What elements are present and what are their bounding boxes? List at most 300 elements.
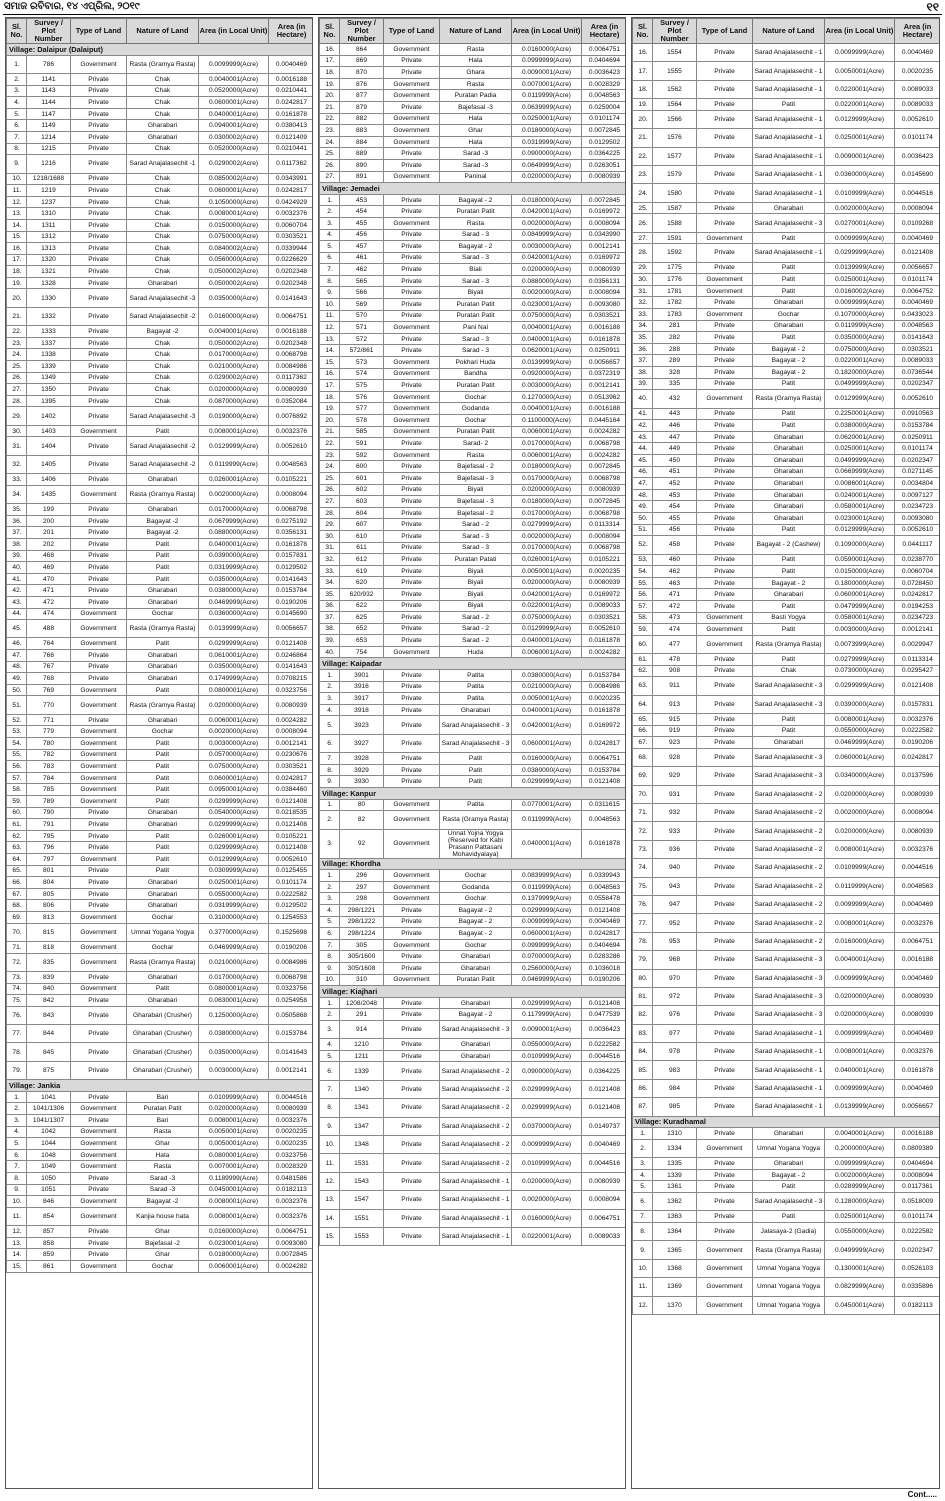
cell-sl-no: 56. [633,589,653,601]
cell-sl-no: 3. [633,1158,653,1170]
cell-area-hectare: 0.0080939 [269,1103,314,1115]
cell-land-type: Private [697,44,753,62]
cell-area-local: 0.0299999(Acre) [512,776,582,788]
cell-area-local: 0.0150000(Acre) [825,566,895,578]
cell-land-type: Private [697,320,753,332]
cell-sl-no: 18. [320,67,340,79]
table-row [7,326,314,338]
cell-plot-number: 1341 [340,1099,384,1117]
cell-sl-no: 50. [7,684,27,696]
cell-area-local: 0.0849999(Acre) [512,229,582,241]
table-row [7,208,314,220]
cell-plot-number: 943 [653,877,697,895]
cell-area-local: 0.0420001(Acre) [512,252,582,264]
cell-sl-no: 15. [7,1260,27,1272]
cell-land-type: Private [697,785,753,803]
table-row [320,951,627,963]
cell-land-type: Private [71,661,127,673]
cell-sl-no: 27. [633,232,653,244]
cell-area-hectare: 0.0121408 [582,997,627,1009]
cell-area-hectare: 0.0084986 [269,361,314,373]
cell-land-nature: Sarad Anajalasechit - 3 [753,969,825,987]
cell-plot-number: 846 [27,1196,71,1208]
table-row [633,914,941,932]
cell-area-local: 0.0499999(Acre) [825,378,895,390]
table-row [7,361,314,373]
cell-area-hectare: 0.0048563 [582,811,627,829]
cell-sl-no: 26. [320,159,340,171]
cell-area-hectare: 0.0105221 [269,830,314,842]
cell-sl-no: 60. [633,635,653,653]
cell-area-hectare: 0.0064751 [269,307,314,325]
cell-area-local: 0.0030000(Acre) [512,380,582,392]
cell-sl-no: 1. [7,55,27,73]
cell-land-type: Private [697,1211,753,1223]
cell-area-local: 0.0099999(Acre) [825,232,895,244]
cell-land-nature: Sarad Anajalasechit - 1 [440,1191,512,1209]
cell-area-hectare: 0.0080939 [895,785,941,803]
cell-land-type: Private [384,764,440,776]
cell-area-local: 0.0230001(Acre) [199,1237,269,1249]
cell-plot-number: 298/1222 [340,916,384,928]
cell-sl-no: 68. [7,900,27,912]
cell-plot-number: 1049 [27,1161,71,1173]
cell-sl-no: 77. [7,1025,27,1043]
cell-land-type: Private [384,635,440,647]
cell-plot-number: 1141 [27,73,71,85]
cell-land-type: Private [71,971,127,983]
table-row [320,1117,627,1135]
cell-area-hectare: 0.0052610 [895,524,941,536]
cell-land-type: Government [71,55,127,73]
cell-area-hectare: 0.0012141 [895,624,941,636]
cell-sl-no: 12. [7,1226,27,1238]
cell-plot-number: 968 [653,951,697,969]
cell-sl-no: 32. [7,455,27,473]
cell-land-nature: Bagayat - 2 [753,355,825,367]
cell-sl-no: 49. [7,673,27,685]
cell-land-nature: Unnat Yojna Yogya (Reserved for Kabi Prasann Pattasani Mohavidyalaya) [440,829,512,858]
cell-land-nature: Sarad Anajalasechit - 2 [440,1062,512,1080]
cell-land-nature: Patit [753,725,825,737]
cell-plot-number: 282 [653,332,697,344]
cell-area-hectare: 0.0093080 [895,512,941,524]
table-row [633,1043,941,1061]
cell-area-local: 0.0900000(Acre) [512,148,582,160]
cell-sl-no: 1. [320,670,340,682]
cell-area-local: 0.0800001(Acre) [199,1149,269,1161]
cell-area-local: 0.0620001(Acre) [512,345,582,357]
cell-sl-no: 2. [320,1009,340,1021]
cell-land-type: Private [697,1181,753,1193]
cell-land-type: Private [697,895,753,913]
cell-land-nature: Patit [127,830,199,842]
cell-land-type: Government [71,911,127,923]
cell-sl-no: 4. [320,904,340,916]
cell-plot-number: 783 [27,761,71,773]
cell-land-type: Private [71,1061,127,1079]
cell-land-type: Private [697,443,753,455]
cell-land-type: Government [384,357,440,369]
cell-sl-no: 9. [7,1184,27,1196]
cell-plot-number: 976 [653,1006,697,1024]
table-row [320,1136,627,1154]
cell-sl-no: 18. [320,391,340,403]
cell-land-nature: Patit [127,983,199,995]
cell-sl-no: 12. [320,1172,340,1190]
cell-sl-no: 10. [320,974,340,986]
cell-land-nature: Gharabari [440,1050,512,1062]
cell-area-local: 0.0073999(Acre) [825,635,895,653]
cell-land-type: Private [71,888,127,900]
table-row [633,232,941,244]
cell-land-type: Private [697,1193,753,1211]
table-row [7,1237,314,1249]
cell-area-local: 0.0020000(Acre) [825,804,895,822]
table-row [633,1169,941,1181]
cell-land-type: Private [71,538,127,550]
cell-land-type: Private [384,542,440,554]
cell-sl-no: 5. [7,1138,27,1150]
table-row [633,737,941,749]
cell-area-local: 0.0770001(Acre) [512,799,582,811]
cell-sl-no: 69. [633,767,653,785]
cell-area-hectare: 0.0064751 [895,932,941,950]
cell-land-nature: Hata [127,1149,199,1161]
table-row [320,148,627,160]
cell-plot-number: 600 [340,461,384,473]
cell-land-type: Private [384,716,440,734]
cell-sl-no: 70. [7,923,27,941]
table-row [633,454,941,466]
cell-area-hectare: 0.0141643 [895,332,941,344]
cell-land-type: Private [697,1098,753,1116]
table-row [633,612,941,624]
cell-land-type: Government [384,870,440,882]
cell-land-type: Private [71,504,127,516]
table-row [633,62,941,80]
cell-land-nature: Puratan Patit [440,426,512,438]
cell-land-type: Private [384,904,440,916]
cell-sl-no: 16. [7,243,27,255]
cell-area-hectare: 0.0242817 [582,734,627,752]
cell-area-local: 0.0400001(Acre) [825,1061,895,1079]
cell-plot-number: 1328 [27,277,71,289]
cell-area-local: 0.0060001(Acre) [199,714,269,726]
cell-land-nature: Hata [440,136,512,148]
cell-land-type: Government [384,449,440,461]
cell-land-type: Private [384,1136,440,1154]
cell-plot-number: 469 [27,562,71,574]
cell-plot-number: 1215 [27,143,71,155]
cell-area-hectare: 0.0129502 [269,900,314,912]
cell-area-local: 0.1250000(Acre) [199,1006,269,1024]
cell-sl-no: 1. [320,997,340,1009]
cell-plot-number: 92 [340,829,384,858]
cell-sl-no: 29. [320,519,340,531]
cell-plot-number: 1147 [27,108,71,120]
cell-sl-no: 4. [320,704,340,716]
cell-sl-no: 22. [320,113,340,125]
table-header-row [320,19,627,44]
cell-land-nature: Bagayat - 2 [440,916,512,928]
cell-area-hectare: 0.0008094 [269,485,314,503]
table-row [633,714,941,726]
cell-land-type: Private [384,916,440,928]
cell-land-type: Private [697,367,753,379]
cell-sl-no: 6. [633,1193,653,1211]
cell-area-local: 0.0570000(Acre) [199,749,269,761]
cell-land-nature: Biyali [440,588,512,600]
table-row [320,829,627,858]
cell-area-local: 0.0020000(Acre) [512,530,582,542]
cell-plot-number: 591 [340,438,384,450]
cell-area-local: 0.0109999(Acre) [825,184,895,202]
cell-area-hectare: 0.1525698 [269,923,314,941]
cell-land-nature: Sarad Anajalasechit - 1 [753,1061,825,1079]
cell-plot-number: 1321 [27,266,71,278]
cell-plot-number: 884 [340,136,384,148]
table-row [7,562,314,574]
cell-area-local: 0.0400001(Acre) [512,635,582,647]
cell-area-hectare: 0.0028329 [582,78,627,90]
cell-plot-number: 797 [27,853,71,865]
cell-area-hectare: 0.0020235 [582,693,627,705]
cell-plot-number: 883 [340,125,384,137]
cell-land-nature: Sarad Anajalasechit - 3 [753,1006,825,1024]
cell-plot-number: 767 [27,661,71,673]
table-row [7,372,314,384]
cell-land-nature: Ghar [440,125,512,137]
cell-land-type: Private [697,1024,753,1042]
cell-area-hectare: 0.0064751 [582,753,627,765]
cell-area-local: 0.0139999(Acre) [825,262,895,274]
table-row [7,277,314,289]
cell-land-nature: Sarad Anajalasechit - 3 [753,987,825,1005]
cell-land-nature: Sarad Anajalasechit - 1 [753,129,825,147]
cell-area-local: 0.0109999(Acre) [512,1050,582,1062]
cell-land-type: Private [697,489,753,501]
cell-land-nature: Patit [127,796,199,808]
cell-land-nature: Biali [440,264,512,276]
cell-plot-number: 281 [653,320,697,332]
cell-sl-no: 75. [7,995,27,1007]
cell-land-nature: Gochar [440,893,512,905]
table-row [7,842,314,854]
table-row [7,661,314,673]
cell-area-hectare: 0.0190206 [582,974,627,986]
cell-area-local: 0.0250001(Acre) [825,129,895,147]
cell-area-hectare: 0.0202348 [269,337,314,349]
table-row [320,264,627,276]
table-row [633,748,941,766]
cell-area-hectare: 0.0068798 [269,971,314,983]
table-row [7,97,314,109]
cell-land-type: Government [71,953,127,971]
cell-area-local: 0.0020000(Acre) [825,1169,895,1181]
cell-area-local: 0.0200000(Acre) [825,1006,895,1024]
cell-area-local: 0.0086001(Acre) [825,478,895,490]
cell-land-type: Private [384,1154,440,1172]
table-row [7,1260,314,1272]
cell-area-hectare: 0.0153784 [269,585,314,597]
cell-area-hectare: 0.0040469 [895,1024,941,1042]
cell-area-hectare: 0.0242817 [269,772,314,784]
cell-area-hectare: 0.0080939 [582,484,627,496]
column-header-area-hectare: Area (in Hectare) [895,19,941,44]
table-row [7,550,314,562]
cell-land-nature: Sarad Anajalasechit - 2 [440,1099,512,1117]
table-row [7,1061,314,1079]
table-row [320,1099,627,1117]
table-row [7,784,314,796]
cell-area-hectare: 0.0016188 [269,326,314,338]
cell-area-local: 0.0380000(Acre) [825,420,895,432]
cell-sl-no: 3. [7,1115,27,1127]
cell-sl-no: 27. [7,384,27,396]
cell-area-hectare: 0.0034804 [895,478,941,490]
cell-land-type: Government [71,608,127,620]
cell-land-type: Government [71,620,127,638]
cell-plot-number: 305/1608 [340,962,384,974]
cell-area-hectare: 0.0441117 [895,536,941,554]
cell-area-hectare: 0.0121409 [269,131,314,143]
cell-sl-no: 31. [633,285,653,297]
cell-plot-number: 908 [653,665,697,677]
cell-plot-number: 471 [27,585,71,597]
cell-land-type: Private [71,277,127,289]
cell-land-nature: Patit [753,624,825,636]
cell-land-type: Government [384,426,440,438]
cell-sl-no: 25. [7,361,27,373]
cell-sl-no: 43. [7,596,27,608]
cell-plot-number: 915 [653,714,697,726]
cell-area-hectare: 0.0323756 [269,1149,314,1161]
table-row [320,670,627,682]
cell-area-local: 0.0600001(Acre) [825,589,895,601]
cell-land-nature: Sarad -3 [440,159,512,171]
cell-area-hectare: 0.0404694 [582,939,627,951]
cell-area-local: 0.2000000(Acre) [825,1139,895,1157]
cell-land-nature: Patit [753,420,825,432]
cell-area-hectare: 0.0169972 [582,588,627,600]
cell-land-nature: Godanda [440,881,512,893]
cell-sl-no: 45. [7,620,27,638]
table-row [320,496,627,508]
cell-plot-number: 919 [653,725,697,737]
table-row [7,971,314,983]
table-row [633,725,941,737]
table-row [633,431,941,443]
table-row [7,485,314,503]
cell-area-local: 0.0170000(Acre) [199,349,269,361]
cell-land-type: Government [384,646,440,658]
cell-plot-number: 289 [653,355,697,367]
cell-plot-number: 585 [340,426,384,438]
cell-area-local: 0.0200000(Acre) [825,822,895,840]
cell-land-nature: Gharabari [127,661,199,673]
cell-area-local: 0.0020000(Acre) [825,202,895,214]
cell-land-type: Private [71,1115,127,1127]
cell-sl-no: 58. [7,784,27,796]
cell-land-nature: Sarad Anajalasechit - 2 [753,785,825,803]
cell-land-type: Private [384,287,440,299]
cell-area-local: 0.0800001(Acre) [199,684,269,696]
cell-area-local: 0.0200000(Acre) [199,696,269,714]
cell-land-type: Government [71,772,127,784]
cell-sl-no: 4. [320,229,340,241]
cell-area-hectare: 0.0032376 [895,914,941,932]
table-row [633,214,941,232]
cell-land-nature: Chak [127,254,199,266]
cell-land-nature: Bagayat - 2 [753,343,825,355]
table-row [7,1126,314,1138]
cell-area-local: 0.0920000(Acre) [512,368,582,380]
cell-sl-no: 36. [633,343,653,355]
cell-plot-number: 1051 [27,1184,71,1196]
cell-area-hectare: 0.0080939 [582,171,627,183]
cell-sl-no: 8. [320,764,340,776]
cell-plot-number: 1553 [340,1227,384,1245]
cell-plot-number: 1361 [653,1181,697,1193]
table-row [7,55,314,73]
cell-land-nature: Sarad -3 [440,148,512,160]
cell-land-nature: Chak [127,219,199,231]
cell-area-local: 0.0050001(Acre) [199,1138,269,1150]
cell-land-type: Private [71,474,127,486]
cell-area-hectare: 0.0101174 [269,877,314,889]
cell-area-hectare: 0.0080939 [895,822,941,840]
cell-area-hectare: 0.1254553 [269,911,314,923]
cell-area-hectare: 0.0708215 [269,673,314,685]
cell-land-type: Private [697,914,753,932]
cell-land-type: Private [697,1128,753,1140]
cell-sl-no: 34. [633,320,653,332]
table-row [7,504,314,516]
cell-plot-number: 291 [340,1009,384,1021]
cell-land-nature: Sarad - 2 [440,612,512,624]
cell-area-local: 0.0180000(Acre) [512,496,582,508]
cell-plot-number: 1041/1307 [27,1115,71,1127]
cell-area-hectare: 0.0141643 [269,661,314,673]
cell-area-hectare: 0.0032376 [269,425,314,437]
cell-area-hectare: 0.0513962 [582,391,627,403]
cell-area-local: 0.0070001(Acre) [199,1161,269,1173]
cell-area-local: 0.0319999(Acre) [512,136,582,148]
table-row [320,426,627,438]
cell-land-type: Private [384,623,440,635]
cell-land-type: Private [71,455,127,473]
cell-area-local: 0.0060001(Acre) [512,426,582,438]
cell-area-hectare: 0.0242817 [582,928,627,940]
cell-land-type: Government [71,1207,127,1225]
cell-plot-number: 462 [653,566,697,578]
cell-land-type: Private [384,1020,440,1038]
cell-plot-number: 1395 [27,395,71,407]
cell-area-local: 0.0200000(Acre) [825,987,895,1005]
cell-area-hectare: 0.0190206 [269,596,314,608]
cell-area-hectare: 0.0263051 [582,159,627,171]
cell-land-nature: Gochar [127,1260,199,1272]
table-row [633,1193,941,1211]
cell-area-hectare: 0.0068798 [582,542,627,554]
cell-area-local: 0.0350000(Acre) [199,573,269,585]
cell-plot-number: 780 [27,738,71,750]
cell-land-type: Private [384,380,440,392]
cell-area-hectare: 0.0238770 [895,554,941,566]
cell-land-nature: Gharabari [753,512,825,524]
cell-land-nature: Gharabari [440,962,512,974]
